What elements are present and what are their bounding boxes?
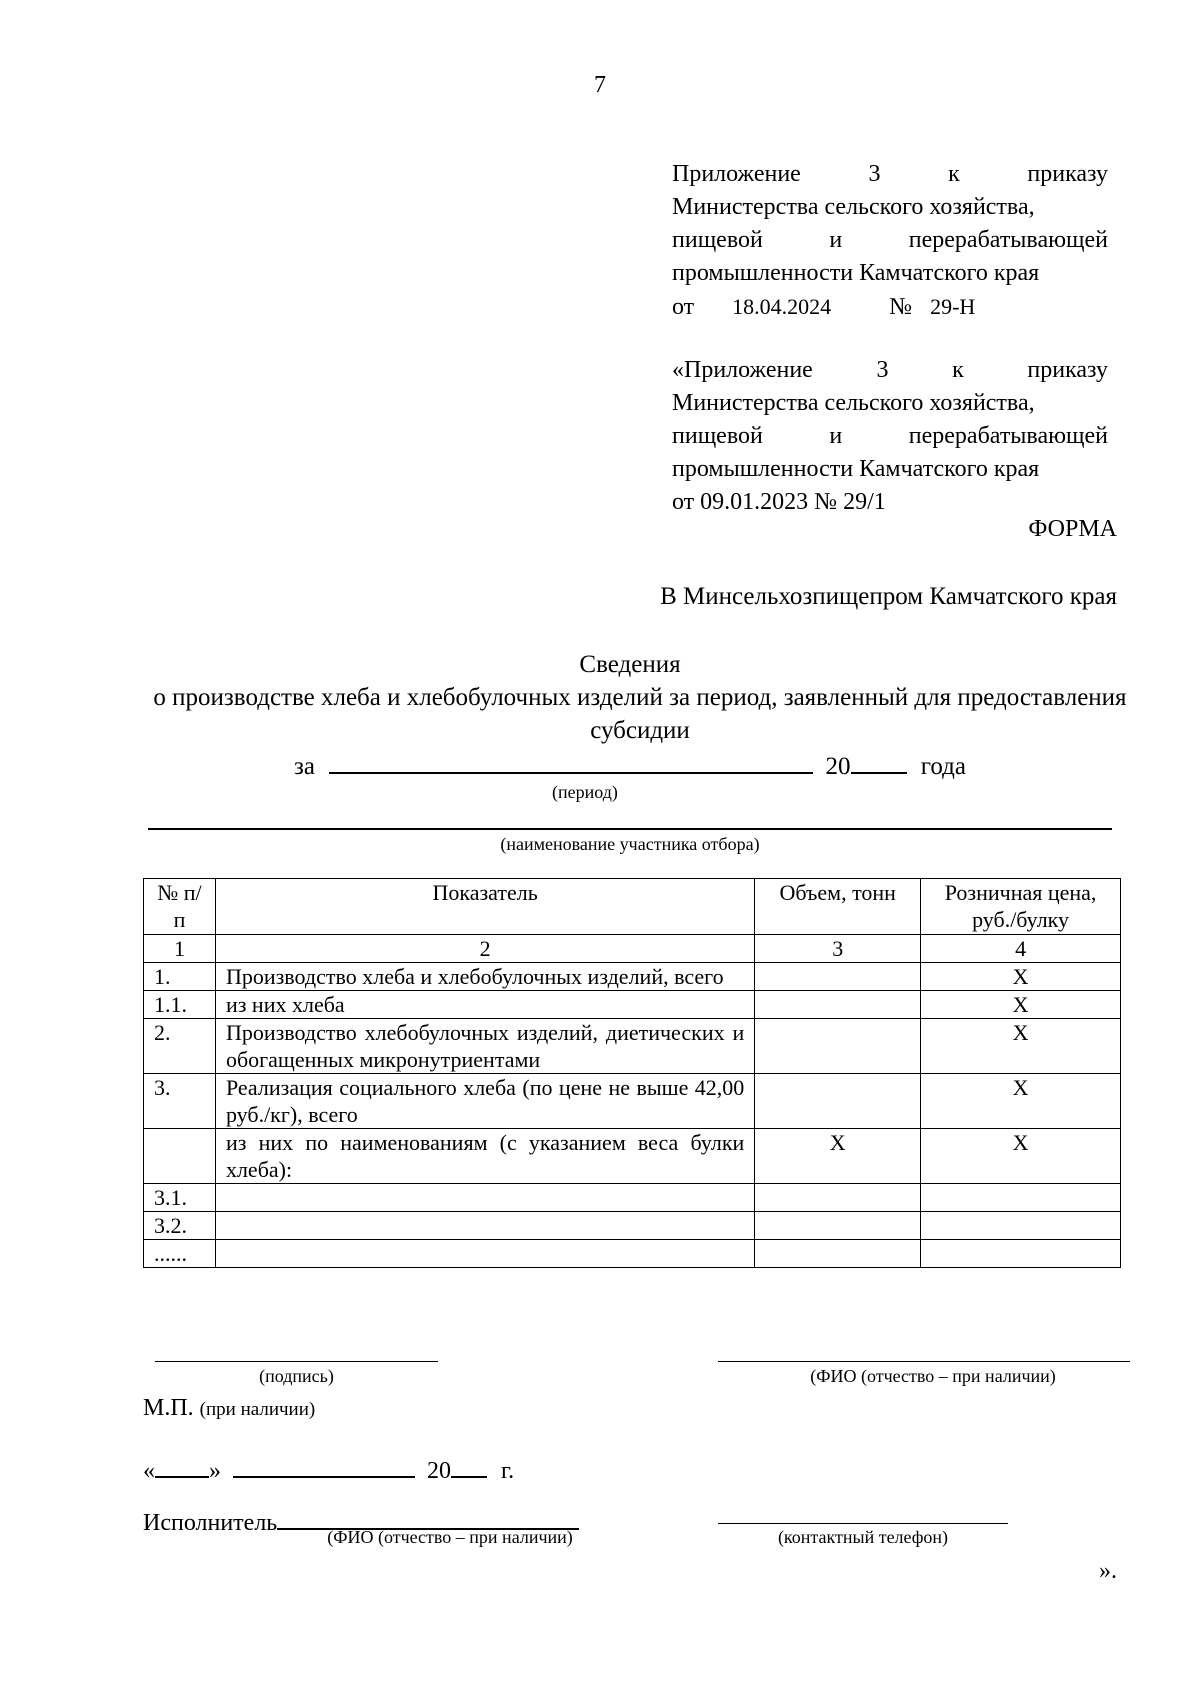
period-field[interactable] xyxy=(329,746,813,774)
appendix-previous-line: Министерства сельского хозяйства, xyxy=(672,390,1035,416)
row-price: Х xyxy=(921,1129,1121,1184)
table-header-cell: Розничная цена, руб./булку xyxy=(921,879,1121,935)
row-number: 3.2. xyxy=(144,1212,216,1240)
period-line xyxy=(0,746,1200,781)
row-number: 1. xyxy=(144,963,216,991)
order-date: 18.04.2024 xyxy=(732,294,832,319)
period-suffix: года xyxy=(920,753,966,780)
closing-mark: ». xyxy=(1099,1558,1117,1584)
participant-caption: (наименование участника отбора) xyxy=(500,834,760,854)
date-month-field[interactable] xyxy=(233,1450,415,1478)
table-header-cell: Показатель xyxy=(215,879,754,935)
row-indicator[interactable] xyxy=(215,1184,754,1212)
row-number: 2. xyxy=(144,1019,216,1074)
table-column-numbers-row xyxy=(144,935,1121,963)
row-number: ...... xyxy=(144,1240,216,1268)
addressee: В Минсельхозпищепром Камчатского края xyxy=(660,583,1117,610)
participant-field[interactable] xyxy=(148,828,1112,830)
appendix-previous xyxy=(672,354,1108,519)
row-number: 1.1. xyxy=(144,991,216,1019)
executor-label: Исполнитель xyxy=(143,1510,278,1536)
order-reference xyxy=(672,290,1108,324)
row-volume[interactable] xyxy=(755,963,921,991)
row-number: 3. xyxy=(144,1074,216,1129)
column-number: 3 xyxy=(755,935,921,963)
row-indicator: Производство хлеба и хлебобулочных изделий, всего xyxy=(215,963,754,991)
table-row xyxy=(144,991,1121,1019)
table-row xyxy=(144,1212,1121,1240)
row-number: 3.1. xyxy=(144,1184,216,1212)
date-close-quote: » xyxy=(209,1458,221,1484)
table-header-row xyxy=(144,879,1121,935)
appendix-previous-date: от 09.01.2023 № 29/1 xyxy=(672,489,886,515)
appendix-current xyxy=(672,158,1108,324)
executor-phone-caption: (контактный телефон) xyxy=(777,1527,949,1547)
executor-phone-field[interactable] xyxy=(718,1523,1008,1524)
row-price: Х xyxy=(921,963,1121,991)
appendix-previous-line: пищевой и перерабатывающей xyxy=(672,423,1108,449)
document-title: Сведения xyxy=(579,651,681,678)
date-year-field[interactable] xyxy=(451,1450,487,1478)
table-header-cell: № п/п xyxy=(144,879,216,935)
row-volume[interactable] xyxy=(755,1019,921,1074)
row-price[interactable] xyxy=(921,1212,1121,1240)
row-indicator: Реализация социального хлеба (по цене не выше 42,00 руб./кг), всего xyxy=(215,1074,754,1129)
row-indicator[interactable] xyxy=(215,1240,754,1268)
appendix-current-line: Приложение 3 к приказу xyxy=(672,161,1108,187)
seal-line xyxy=(143,1395,315,1422)
order-prefix: от xyxy=(672,294,695,320)
row-price[interactable] xyxy=(921,1240,1121,1268)
row-number xyxy=(144,1129,216,1184)
appendix-current-line: пищевой и перерабатывающей xyxy=(672,227,1108,253)
row-volume[interactable] xyxy=(755,1212,921,1240)
date-open-quote: « xyxy=(143,1458,155,1484)
row-volume[interactable] xyxy=(755,1074,921,1129)
table-header-cell: Объем, тонн xyxy=(755,879,921,935)
order-number: 29-Н xyxy=(930,294,976,319)
date-year-suffix: г. xyxy=(501,1458,515,1484)
appendix-current-line: промышленности Камчатского края xyxy=(672,260,1040,286)
column-number: 1 xyxy=(144,935,216,963)
appendix-current-line: Министерства сельского хозяйства, xyxy=(672,194,1035,220)
seal-note: (при наличии) xyxy=(199,1399,316,1420)
period-caption: (период) xyxy=(552,782,618,802)
row-volume[interactable] xyxy=(755,1240,921,1268)
row-price: Х xyxy=(921,1074,1121,1129)
order-number-sign: № xyxy=(889,294,913,320)
date-day-field[interactable] xyxy=(155,1450,209,1478)
row-indicator: из них хлеба xyxy=(215,991,754,1019)
row-volume[interactable] xyxy=(755,1184,921,1212)
row-indicator: из них по наименованиям (с указанием веса булки хлеба): xyxy=(215,1129,754,1184)
executor-fio-caption: (ФИО (отчество – при наличии) xyxy=(327,1527,573,1547)
table-row xyxy=(144,1184,1121,1212)
row-volume[interactable] xyxy=(755,991,921,1019)
signature-field[interactable] xyxy=(155,1361,438,1362)
signature-caption: (подпись) xyxy=(259,1366,334,1386)
signer-fio-caption: (ФИО (отчество – при наличии) xyxy=(810,1366,1056,1386)
table-row xyxy=(144,1129,1121,1184)
period-year-field[interactable] xyxy=(851,746,907,774)
date-year-prefix: 20 xyxy=(427,1458,451,1484)
row-indicator[interactable] xyxy=(215,1212,754,1240)
table-row xyxy=(144,963,1121,991)
page-number: 7 xyxy=(594,72,606,98)
document-subtitle: о производстве хлеба и хлебобулочных изделий за период, заявленный для предоставления субсидии xyxy=(153,684,1127,744)
signer-fio-field[interactable] xyxy=(718,1361,1130,1362)
table-row xyxy=(144,1019,1121,1074)
period-prefix: за xyxy=(294,753,315,780)
row-indicator: Производство хлебобулочных изделий, диетических и обогащенных микронутриентами xyxy=(215,1019,754,1074)
row-price: Х xyxy=(921,1019,1121,1074)
sign-date-line xyxy=(143,1450,514,1485)
row-price: Х xyxy=(921,991,1121,1019)
column-number: 4 xyxy=(921,935,1121,963)
executor-fio-field[interactable] xyxy=(277,1502,579,1530)
seal-label: М.П. xyxy=(143,1395,194,1421)
period-year-prefix: 20 xyxy=(825,753,851,780)
table-row xyxy=(144,1240,1121,1268)
forma-label: ФОРМА xyxy=(1028,516,1117,542)
appendix-previous-line: промышленности Камчатского края xyxy=(672,456,1040,482)
row-price[interactable] xyxy=(921,1184,1121,1212)
column-number: 2 xyxy=(215,935,754,963)
row-volume: Х xyxy=(755,1129,921,1184)
appendix-previous-line: «Приложение 3 к приказу xyxy=(672,357,1108,383)
production-table xyxy=(143,878,1121,1268)
table-row xyxy=(144,1074,1121,1129)
